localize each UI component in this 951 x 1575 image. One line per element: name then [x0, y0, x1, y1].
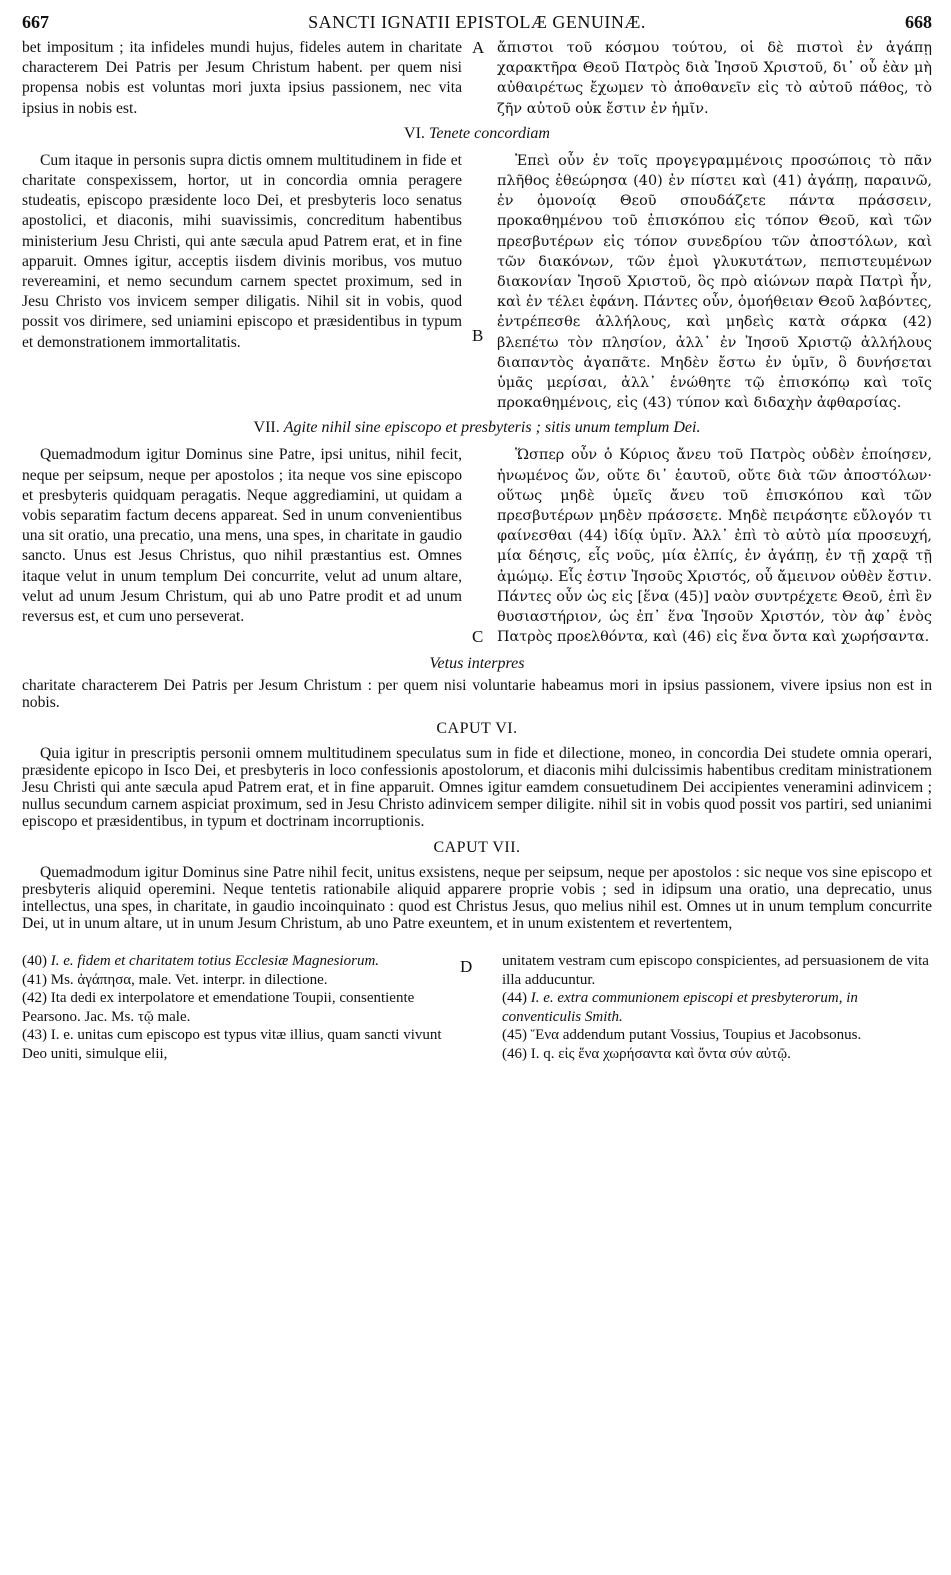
greek-text: Ὥσπερ οὖν ὁ Κύριος ἄνευ τοῦ Πατρὸς οὐδὲν ἐποίησεν, ἡνωμένος ὤν, οὔτε δι᾽ ἑαυτοῦ, οὔτε διὰ τῶν ἀποστόλων· οὕτως μηδὲ ὑμεῖς ἄνευ τοῦ ἐπισκόπου καὶ τῶν πρεσβυτέρων μηδὲν πράσσετε. Μηδὲ πειράσητε εὔλογόν τι φαίνεσθαι (44) ἰδίᾳ ὑμῖν. Ἀλλ᾽ ἐπὶ τὸ αὐτὸ μία προσευχή, μία δέησις, εἷς νοῦς, μία ἐλπίς, ἐν ἀγάπῃ, ἐν τῇ χαρᾷ τῇ ἀμώμῳ. Εἷς ἐστιν Ἰησοῦς Χριστός, οὗ ἄμεινον οὐθὲν ἔστιν. Πάντες οὖν ὡς εἰς [ἕνα (45)] ναὸν συντρέχετε Θεοῦ, ἐπὶ ἓν θυσιαστήριον, ὡς ἐπ᾽ ἕνα Ἰησοῦν Χριστόν, τὸν ἀφ᾽ ἑνὸς Πατρὸς προελθόντα, καὶ (46) εἰς ἕνα ὄντα καὶ χωρήσαντα.: [497, 447, 932, 646]
section-title: Tenete concordiam: [428, 124, 550, 142]
margin-marker: B: [472, 325, 484, 345]
section-heading: VI. Tenete concordiam: [404, 124, 550, 142]
caput-7-heading: CAPUT VII.: [433, 839, 521, 857]
block-opening: [22, 38, 932, 119]
footnote: (46) I. q. εἰς ἕνα χωρήσαντα καὶ ὄντα σύν αὐτῷ.: [502, 1045, 791, 1062]
footnote: unitatem vestram cum episcopo conspicientes, ad persuasionem de vita illa adducuntur.: [502, 953, 929, 988]
footnotes: [22, 952, 932, 1063]
vetus-heading: Vetus interpres: [429, 655, 525, 673]
margin-marker: D: [460, 957, 473, 977]
footnote: (44) I. e. extra communionem episcopi et presbyterorum, in conventiculis Smith.: [502, 990, 858, 1025]
section-heading: VII. Agite nihil sine episcopo et presbyteris ; sitis unum templum Dei.: [253, 419, 701, 437]
page: [22, 12, 932, 1063]
caput-7-block: [22, 864, 932, 932]
caput-6-text: Quia igitur in prescriptis personii omnem multitudinem speculatus sum in fide et dilectione, moneo, in concordia Dei studete omnia operari, præsidente epicopo in Isco Dei, et presbyteris in loco confessionis apostolorum, et diaconis mihi dulcissimis habentibus creditam ministrationem Jesu Christi qui ante sæcula apud Patrem erat, et in fine apparuit. Omnes igitur eamdem consuetudinem Dei accipientes veneramini adinvicem ; nullus secundum carnem aspiciat proximum, sed in Jesu Christo adinvicem semper diligite. nihil sit in vobis quod possit vos partiri, sed unianimi episcopo et præsidentibus, in typum et doctrinam incorruptionis.: [22, 745, 932, 831]
page-number-left: 667: [22, 12, 49, 32]
footnote: (41) Ms. ἀγάπησα, male. Vet. interpr. in dilectione.: [22, 971, 328, 988]
margin-marker: A: [472, 38, 485, 57]
caput-6-heading: CAPUT VI.: [436, 720, 518, 738]
latin-text: bet impositum ; ita infideles mundi hujus, fideles autem in charitate characterem Dei Patris per Jesum Christum habent. per quem nisi propensa nobis est voluntas mori juxta ipsius passionem, nec vita ipsius in nobis est.: [22, 39, 462, 117]
vetus-text-block: [22, 677, 932, 711]
page-header: [22, 12, 932, 38]
section-title: Agite nihil sine episcopo et presbyteris ; sitis unum templum Dei.: [283, 419, 701, 437]
greek-text: Ἐπεὶ οὖν ἐν τοῖς προγεγραμμένοις προσώποις τὸ πᾶν πλῆθος ἐθεώρησα (40) ἐν πίστει καὶ (41) ἀγάπῃ, παραινῶ, ἐν ὁμονοίᾳ Θεοῦ σπουδάζετε πάντα πράσσειν, προκαθημένου τοῦ ἐπισκόπου εἰς τόπον Θεοῦ, καὶ τῶν πρεσβυτέρων εἰς τόπον συνεδρίου τῶν ἀποστόλων, καὶ τῶν διακόνων, τῶν ἐμοὶ γλυκυτάτων, πεπιστευμένων διακονίαν Ἰησοῦ Χριστοῦ, ὃς πρὸ αἰώνων παρὰ Πατρὶ ἦν, καὶ ἐν τέλει ἐφάνη. Πάντες οὖν, ὁμοήθειαν Θεοῦ λαβόντες, ἐντρέπεσθε ἀλλήλους, καὶ μηδεὶς κατὰ σάρκα (42) βλεπέτω τὸν πλησίον, ἀλλ᾽ ἐν Ἰησοῦ Χριστῷ ἀλλήλους διαπαντὸς ἀγαπᾶτε. Μηδὲν ἔστω ἐν ὑμῖν, ὃ δυνήσεται ὑμᾶς μερίσαι, ἀλλ᾽ ἑνώθητε τῷ ἐπισκόπῳ καὶ τοῖς προκαθημένοις, εἰς (43) τύπον καὶ διδαχὴν ἀφθαρσίας.: [497, 152, 932, 412]
footnote: (42) Ita dedi ex interpolatore et emendatione Toupii, consentiente Pearsono. Jac. Ms. τῷ male.: [22, 990, 415, 1025]
footnote: (40) I. e. fidem et charitatem totius Ecclesiæ Magnesiorum.: [22, 953, 380, 970]
latin-text: Quemadmodum igitur Dominus sine Patre, ipsi unitus, nihil fecit, neque per seipsum, neque per apostolos ; ita neque vos sine episcopo et presbyteris quidquam peragatis. Neque aggrediamini, ut quidam a vobis separatim factum decens appareat. Sed in unum convenientibus una sit oratio, una precatio, una mens, una spes, in charitate in gaudio sancto. Unus est Jesus Christus, quo nihil præstantius est. Omnes itaque velut in unum templum Dei concurrite, velut ad unum altare, velut ad unum Jesum Christum, qui ab uno Patre prodit et ad unum reversus est, et cum uno perseverat.: [22, 446, 462, 626]
block-section-6: [22, 151, 932, 414]
running-title: SANCTI IGNATII EPISTOLÆ GENUINÆ.: [308, 12, 646, 32]
footnote: (45) Ἕνα addendum putant Vossius, Toupius et Jacobsonus.: [502, 1027, 862, 1044]
margin-marker: C: [472, 627, 484, 647]
block-section-7: [22, 445, 932, 647]
vetus-text: charitate characterem Dei Patris per Jesum Christum : per quem nisi voluntarie habeamus mori in ipsius passionem, vivere ipsius non est in nobis.: [22, 677, 932, 712]
page-number-right: 668: [905, 12, 932, 32]
caput-6-block: [22, 745, 932, 830]
greek-text: ἄπιστοι τοῦ κόσμου τούτου, οἱ δὲ πιστοὶ ἐν ἀγάπῃ χαρακτῆρα Θεοῦ Πατρὸς διὰ Ἰησοῦ Χριστοῦ, δι᾽ οὗ ἐὰν μὴ αὐθαιρέτως ἔχωμεν τὸ ἀποθανεῖν εἰς τὸ αὐτοῦ πάθος, τὸ ζῆν αὐτοῦ οὐκ ἔστιν ἐν ἡμῖν.: [497, 40, 932, 117]
footnote: (43) I. e. unitas cum episcopo est typus vitæ illius, quam sancti vivunt Deo uniti, simulque elii,: [22, 1027, 442, 1062]
caput-7-text: Quemadmodum igitur Dominus sine Patre nihil fecit, unitus exsistens, neque per seipsum, neque per apostolos : sic neque vos sine episcopo et presbyteris aliquid operemini. Neque tentetis rationabile aliquid apparere proprie vobis ; sed in idipsum una oratio, una deprecatio, unus intellectus, una spes, in charitate, in gaudio incoinquinato : quod est Christus Jesus, quo melius nihil est. Omnes ut in unum templum concurrite Dei, ut in unum altare, ut in unum Jesum Christum, ab uno Patre exeuntem, et in unum existentem et revertentem,: [22, 864, 932, 933]
footnotes-left: [22, 952, 452, 1063]
footnotes-right: [502, 952, 932, 1063]
latin-text: Cum itaque in personis supra dictis omnem multitudinem in fide et charitate conspexissem, hortor, ut in concordia omnia peragere studeatis, episcopo præsidente loco Dei, et presbyteris loco senatus apostolici, et diaconis, mihi suavissimis, concreditum habentibus ministerium Jesu Christi, qui ante sæcula apud Patrem erat, et in fine apparuit. Omnes igitur, acceptis iisdem divinis moribus, vos mutuo revereamini, et nemo secundum carnem spectet proximum, sed in Jesu Christo vos invicem semper diligatis. Nihil sit in vobis, quod possit vos dirimere, sed uniamini episcopo et præsidentibus in typum et demonstrationem immortalitatis.: [22, 151, 462, 351]
